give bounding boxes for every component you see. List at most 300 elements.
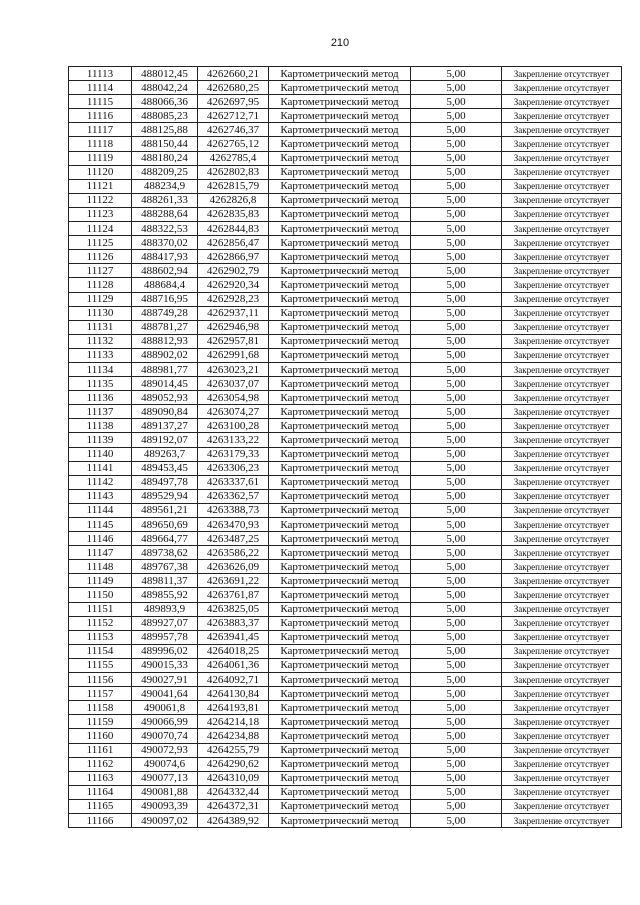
method-cell: Картометрический метод [269,165,411,179]
table-row [69,560,622,574]
x-coordinate-cell: 489529,94 [132,489,198,503]
accuracy-cell: 5,00 [411,236,502,250]
status-cell: Закрепление отсутствует [502,405,622,419]
x-coordinate-cell: 489650,69 [132,518,198,532]
point-number-cell: 11156 [69,673,132,687]
status-cell: Закрепление отсутствует [502,673,622,687]
status-cell: Закрепление отсутствует [502,292,622,306]
point-number-cell: 11142 [69,475,132,489]
y-coordinate-cell: 4263362,57 [198,489,269,503]
y-coordinate-cell: 4262785,4 [198,151,269,165]
table-row [69,532,622,546]
point-number-cell: 11125 [69,236,132,250]
x-coordinate-cell: 488012,45 [132,67,198,81]
status-cell: Закрепление отсутствует [502,193,622,207]
method-cell: Картометрический метод [269,67,411,81]
method-cell: Картометрический метод [269,715,411,729]
x-coordinate-cell: 488981,77 [132,362,198,376]
method-cell: Картометрический метод [269,560,411,574]
y-coordinate-cell: 4262660,21 [198,67,269,81]
point-number-cell: 11161 [69,743,132,757]
status-cell: Закрепление отсутствует [502,391,622,405]
status-cell: Закрепление отсутствует [502,813,622,827]
point-number-cell: 11137 [69,405,132,419]
status-cell: Закрепление отсутствует [502,489,622,503]
y-coordinate-cell: 4264214,18 [198,715,269,729]
table-row [69,391,622,405]
y-coordinate-cell: 4264193,81 [198,701,269,715]
y-coordinate-cell: 4263487,25 [198,532,269,546]
y-coordinate-cell: 4263825,05 [198,602,269,616]
status-cell: Закрепление отсутствует [502,250,622,264]
accuracy-cell: 5,00 [411,518,502,532]
method-cell: Картометрический метод [269,475,411,489]
status-cell: Закрепление отсутствует [502,461,622,475]
x-coordinate-cell: 489811,37 [132,574,198,588]
y-coordinate-cell: 4264255,79 [198,743,269,757]
point-number-cell: 11151 [69,602,132,616]
accuracy-cell: 5,00 [411,362,502,376]
accuracy-cell: 5,00 [411,278,502,292]
x-coordinate-cell: 488209,25 [132,165,198,179]
table-row [69,602,622,616]
point-number-cell: 11144 [69,503,132,517]
x-coordinate-cell: 489957,78 [132,630,198,644]
status-cell: Закрепление отсутствует [502,264,622,278]
method-cell: Картометрический метод [269,137,411,151]
accuracy-cell: 5,00 [411,222,502,236]
table-row [69,137,622,151]
status-cell: Закрепление отсутствует [502,532,622,546]
table-row [69,377,622,391]
y-coordinate-cell: 4264234,88 [198,729,269,743]
x-coordinate-cell: 488370,02 [132,236,198,250]
point-number-cell: 11145 [69,518,132,532]
method-cell: Картометрический метод [269,236,411,250]
status-cell: Закрепление отсутствует [502,630,622,644]
status-cell: Закрепление отсутствует [502,165,622,179]
accuracy-cell: 5,00 [411,503,502,517]
y-coordinate-cell: 4262902,79 [198,264,269,278]
x-coordinate-cell: 490081,88 [132,785,198,799]
table-row [69,306,622,320]
table-row [69,348,622,362]
method-cell: Картометрический метод [269,673,411,687]
point-number-cell: 11148 [69,560,132,574]
accuracy-cell: 5,00 [411,193,502,207]
y-coordinate-cell: 4263179,33 [198,447,269,461]
table-row [69,616,622,630]
x-coordinate-cell: 488234,9 [132,179,198,193]
accuracy-cell: 5,00 [411,785,502,799]
y-coordinate-cell: 4262746,37 [198,123,269,137]
status-cell: Закрепление отсутствует [502,433,622,447]
table-row [69,320,622,334]
method-cell: Картометрический метод [269,503,411,517]
table-row [69,179,622,193]
point-number-cell: 11162 [69,757,132,771]
y-coordinate-cell: 4263691,22 [198,574,269,588]
point-number-cell: 11115 [69,95,132,109]
accuracy-cell: 5,00 [411,165,502,179]
y-coordinate-cell: 4262920,34 [198,278,269,292]
status-cell: Закрепление отсутствует [502,602,622,616]
status-cell: Закрепление отсутствует [502,729,622,743]
accuracy-cell: 5,00 [411,109,502,123]
y-coordinate-cell: 4264092,71 [198,673,269,687]
accuracy-cell: 5,00 [411,799,502,813]
point-number-cell: 11153 [69,630,132,644]
x-coordinate-cell: 489927,07 [132,616,198,630]
point-number-cell: 11154 [69,644,132,658]
point-number-cell: 11136 [69,391,132,405]
method-cell: Картометрический метод [269,250,411,264]
method-cell: Картометрический метод [269,193,411,207]
table-row [69,701,622,715]
x-coordinate-cell: 489014,45 [132,377,198,391]
accuracy-cell: 5,00 [411,433,502,447]
point-number-cell: 11120 [69,165,132,179]
status-cell: Закрепление отсутствует [502,236,622,250]
x-coordinate-cell: 489052,93 [132,391,198,405]
status-cell: Закрепление отсутствует [502,715,622,729]
method-cell: Картометрический метод [269,207,411,221]
point-number-cell: 11122 [69,193,132,207]
status-cell: Закрепление отсутствует [502,67,622,81]
point-number-cell: 11139 [69,433,132,447]
accuracy-cell: 5,00 [411,489,502,503]
status-cell: Закрепление отсутствует [502,546,622,560]
table-row [69,518,622,532]
status-cell: Закрепление отсутствует [502,518,622,532]
method-cell: Картометрический метод [269,729,411,743]
method-cell: Картометрический метод [269,320,411,334]
accuracy-cell: 5,00 [411,95,502,109]
status-cell: Закрепление отсутствует [502,123,622,137]
x-coordinate-cell: 490015,33 [132,658,198,672]
status-cell: Закрепление отсутствует [502,743,622,757]
x-coordinate-cell: 489453,45 [132,461,198,475]
method-cell: Картометрический метод [269,602,411,616]
accuracy-cell: 5,00 [411,179,502,193]
status-cell: Закрепление отсутствует [502,222,622,236]
method-cell: Картометрический метод [269,109,411,123]
point-number-cell: 11126 [69,250,132,264]
method-cell: Картометрический метод [269,81,411,95]
accuracy-cell: 5,00 [411,447,502,461]
accuracy-cell: 5,00 [411,715,502,729]
status-cell: Закрепление отсутствует [502,278,622,292]
accuracy-cell: 5,00 [411,630,502,644]
y-coordinate-cell: 4262957,81 [198,334,269,348]
status-cell: Закрепление отсутствует [502,616,622,630]
method-cell: Картометрический метод [269,151,411,165]
accuracy-cell: 5,00 [411,743,502,757]
y-coordinate-cell: 4262826,8 [198,193,269,207]
table-row [69,729,622,743]
method-cell: Картометрический метод [269,391,411,405]
table-row [69,207,622,221]
accuracy-cell: 5,00 [411,701,502,715]
point-number-cell: 11157 [69,687,132,701]
accuracy-cell: 5,00 [411,546,502,560]
method-cell: Картометрический метод [269,799,411,813]
y-coordinate-cell: 4262835,83 [198,207,269,221]
point-number-cell: 11128 [69,278,132,292]
accuracy-cell: 5,00 [411,320,502,334]
x-coordinate-cell: 489664,77 [132,532,198,546]
y-coordinate-cell: 4262937,11 [198,306,269,320]
point-number-cell: 11163 [69,771,132,785]
table-row [69,67,622,81]
point-number-cell: 11113 [69,67,132,81]
y-coordinate-cell: 4263037,07 [198,377,269,391]
point-number-cell: 11118 [69,137,132,151]
accuracy-cell: 5,00 [411,574,502,588]
table-row [69,165,622,179]
table-row [69,362,622,376]
method-cell: Картометрический метод [269,588,411,602]
x-coordinate-cell: 488812,93 [132,334,198,348]
y-coordinate-cell: 4263133,22 [198,433,269,447]
table-row [69,95,622,109]
status-cell: Закрепление отсутствует [502,588,622,602]
y-coordinate-cell: 4264332,44 [198,785,269,799]
status-cell: Закрепление отсутствует [502,658,622,672]
point-number-cell: 11164 [69,785,132,799]
point-number-cell: 11158 [69,701,132,715]
accuracy-cell: 5,00 [411,687,502,701]
status-cell: Закрепление отсутствует [502,306,622,320]
table-row [69,743,622,757]
x-coordinate-cell: 488150,44 [132,137,198,151]
x-coordinate-cell: 488417,93 [132,250,198,264]
x-coordinate-cell: 489767,38 [132,560,198,574]
status-cell: Закрепление отсутствует [502,447,622,461]
point-number-cell: 11160 [69,729,132,743]
accuracy-cell: 5,00 [411,771,502,785]
method-cell: Картометрический метод [269,179,411,193]
method-cell: Картометрический метод [269,447,411,461]
status-cell: Закрепление отсутствует [502,503,622,517]
accuracy-cell: 5,00 [411,673,502,687]
method-cell: Картометрический метод [269,433,411,447]
status-cell: Закрепление отсутствует [502,151,622,165]
y-coordinate-cell: 4263337,61 [198,475,269,489]
y-coordinate-cell: 4263100,28 [198,419,269,433]
method-cell: Картометрический метод [269,377,411,391]
y-coordinate-cell: 4263761,87 [198,588,269,602]
status-cell: Закрепление отсутствует [502,574,622,588]
status-cell: Закрепление отсутствует [502,362,622,376]
x-coordinate-cell: 489497,78 [132,475,198,489]
status-cell: Закрепление отсутствует [502,687,622,701]
y-coordinate-cell: 4264130,84 [198,687,269,701]
method-cell: Картометрический метод [269,264,411,278]
coordinates-table [68,66,622,828]
x-coordinate-cell: 488042,24 [132,81,198,95]
x-coordinate-cell: 490097,02 [132,813,198,827]
method-cell: Картометрический метод [269,489,411,503]
method-cell: Картометрический метод [269,743,411,757]
point-number-cell: 11131 [69,320,132,334]
point-number-cell: 11114 [69,81,132,95]
y-coordinate-cell: 4262815,79 [198,179,269,193]
point-number-cell: 11165 [69,799,132,813]
table-row [69,447,622,461]
accuracy-cell: 5,00 [411,419,502,433]
x-coordinate-cell: 490061,8 [132,701,198,715]
x-coordinate-cell: 490077,13 [132,771,198,785]
point-number-cell: 11116 [69,109,132,123]
y-coordinate-cell: 4262712,71 [198,109,269,123]
y-coordinate-cell: 4264061,36 [198,658,269,672]
y-coordinate-cell: 4262856,47 [198,236,269,250]
y-coordinate-cell: 4263054,98 [198,391,269,405]
point-number-cell: 11119 [69,151,132,165]
x-coordinate-cell: 489738,62 [132,546,198,560]
accuracy-cell: 5,00 [411,137,502,151]
status-cell: Закрепление отсутствует [502,644,622,658]
accuracy-cell: 5,00 [411,151,502,165]
accuracy-cell: 5,00 [411,658,502,672]
accuracy-cell: 5,00 [411,264,502,278]
status-cell: Закрепление отсутствует [502,560,622,574]
x-coordinate-cell: 488125,88 [132,123,198,137]
y-coordinate-cell: 4262680,25 [198,81,269,95]
table-row [69,503,622,517]
y-coordinate-cell: 4263470,93 [198,518,269,532]
status-cell: Закрепление отсутствует [502,785,622,799]
y-coordinate-cell: 4264018,25 [198,644,269,658]
method-cell: Картометрический метод [269,574,411,588]
method-cell: Картометрический метод [269,334,411,348]
x-coordinate-cell: 489090,84 [132,405,198,419]
point-number-cell: 11155 [69,658,132,672]
point-number-cell: 11135 [69,377,132,391]
table-row [69,222,622,236]
table-row [69,588,622,602]
method-cell: Картометрический метод [269,348,411,362]
status-cell: Закрепление отсутствует [502,179,622,193]
table-row [69,785,622,799]
table-row [69,123,622,137]
y-coordinate-cell: 4264290,62 [198,757,269,771]
method-cell: Картометрический метод [269,362,411,376]
y-coordinate-cell: 4262697,95 [198,95,269,109]
point-number-cell: 11123 [69,207,132,221]
accuracy-cell: 5,00 [411,588,502,602]
x-coordinate-cell: 488180,24 [132,151,198,165]
x-coordinate-cell: 490070,74 [132,729,198,743]
accuracy-cell: 5,00 [411,461,502,475]
status-cell: Закрепление отсутствует [502,109,622,123]
x-coordinate-cell: 489893,9 [132,602,198,616]
point-number-cell: 11166 [69,813,132,827]
method-cell: Картометрический метод [269,687,411,701]
table-row [69,461,622,475]
x-coordinate-cell: 489137,27 [132,419,198,433]
x-coordinate-cell: 489855,92 [132,588,198,602]
table-row [69,799,622,813]
status-cell: Закрепление отсутствует [502,348,622,362]
accuracy-cell: 5,00 [411,391,502,405]
x-coordinate-cell: 490093,39 [132,799,198,813]
accuracy-cell: 5,00 [411,377,502,391]
method-cell: Картометрический метод [269,757,411,771]
y-coordinate-cell: 4264310,09 [198,771,269,785]
y-coordinate-cell: 4263023,21 [198,362,269,376]
x-coordinate-cell: 488288,64 [132,207,198,221]
x-coordinate-cell: 488781,27 [132,320,198,334]
table-row [69,475,622,489]
method-cell: Картометрический метод [269,644,411,658]
x-coordinate-cell: 488066,36 [132,95,198,109]
method-cell: Картометрический метод [269,813,411,827]
x-coordinate-cell: 490041,64 [132,687,198,701]
point-number-cell: 11130 [69,306,132,320]
x-coordinate-cell: 490074,6 [132,757,198,771]
table-row [69,405,622,419]
method-cell: Картометрический метод [269,546,411,560]
accuracy-cell: 5,00 [411,616,502,630]
point-number-cell: 11117 [69,123,132,137]
method-cell: Картометрический метод [269,222,411,236]
method-cell: Картометрический метод [269,419,411,433]
table-row [69,658,622,672]
method-cell: Картометрический метод [269,306,411,320]
coordinates-table-body [69,67,622,828]
accuracy-cell: 5,00 [411,560,502,574]
method-cell: Картометрический метод [269,616,411,630]
point-number-cell: 11124 [69,222,132,236]
x-coordinate-cell: 488684,4 [132,278,198,292]
status-cell: Закрепление отсутствует [502,799,622,813]
x-coordinate-cell: 490027,91 [132,673,198,687]
point-number-cell: 11159 [69,715,132,729]
x-coordinate-cell: 488749,28 [132,306,198,320]
method-cell: Картометрический метод [269,658,411,672]
page-number: 210 [330,37,350,49]
table-row [69,278,622,292]
x-coordinate-cell: 489996,02 [132,644,198,658]
method-cell: Картометрический метод [269,771,411,785]
status-cell: Закрепление отсутствует [502,137,622,151]
table-row [69,546,622,560]
method-cell: Картометрический метод [269,461,411,475]
point-number-cell: 11141 [69,461,132,475]
point-number-cell: 11132 [69,334,132,348]
accuracy-cell: 5,00 [411,81,502,95]
x-coordinate-cell: 489192,07 [132,433,198,447]
table-row [69,334,622,348]
y-coordinate-cell: 4263074,27 [198,405,269,419]
table-row [69,419,622,433]
table-row [69,574,622,588]
x-coordinate-cell: 488085,23 [132,109,198,123]
table-row [69,771,622,785]
accuracy-cell: 5,00 [411,334,502,348]
status-cell: Закрепление отсутствует [502,377,622,391]
table-row [69,193,622,207]
method-cell: Картометрический метод [269,405,411,419]
y-coordinate-cell: 4262802,83 [198,165,269,179]
accuracy-cell: 5,00 [411,813,502,827]
x-coordinate-cell: 490066,99 [132,715,198,729]
x-coordinate-cell: 489561,21 [132,503,198,517]
method-cell: Картометрический метод [269,518,411,532]
table-row [69,630,622,644]
